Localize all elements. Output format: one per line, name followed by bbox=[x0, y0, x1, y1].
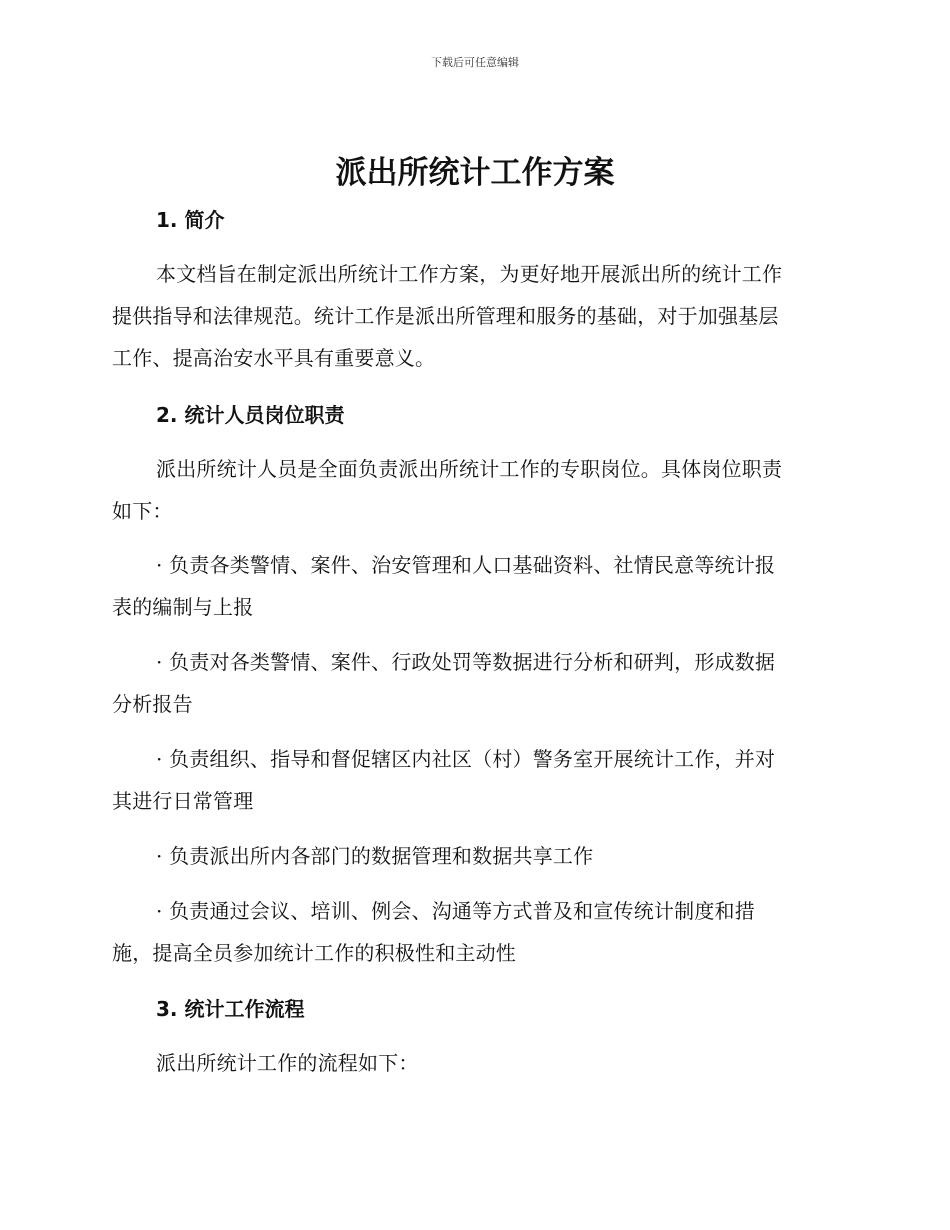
document-title: 派出所统计工作方案 bbox=[335, 155, 615, 191]
paragraph-line: 本文档旨在制定派出所统计工作方案，为更好地开展派出所的统计工作 bbox=[156, 262, 783, 286]
paragraph-line: 工作、提高治安水平具有重要意义。 bbox=[112, 346, 436, 370]
paragraph-line: 提供指导和法律规范。统计工作是派出所管理和服务的基础，对于加强基层 bbox=[112, 304, 779, 328]
paragraph-line: · 负责对各类警情、案件、行政处罚等数据进行分析和研判，形成数据 bbox=[156, 650, 776, 674]
list-item-duty-3 bbox=[112, 738, 836, 822]
paragraph-line: 派出所统计人员是全面负责派出所统计工作的专职岗位。具体岗位职责 bbox=[156, 457, 783, 481]
paragraph-line: · 负责各类警情、案件、治安管理和人口基础资料、社情民意等统计报 bbox=[156, 553, 776, 577]
paragraph-intro bbox=[112, 253, 836, 379]
list-item-duty-4 bbox=[112, 835, 836, 877]
list-item-duty-1 bbox=[112, 544, 836, 628]
paragraph-line: · 负责通过会议、培训、例会、沟通等方式普及和宣传统计制度和措 bbox=[156, 899, 755, 923]
paragraph-line: · 负责派出所内各部门的数据管理和数据共享工作 bbox=[156, 844, 594, 868]
section-heading-workflow: 3. 统计工作流程 bbox=[156, 997, 305, 1021]
paragraph-line: 施，提高全员参加统计工作的积极性和主动性 bbox=[112, 941, 516, 965]
list-item-duty-2 bbox=[112, 641, 836, 725]
list-item-duty-5 bbox=[112, 890, 836, 974]
paragraph-line: 派出所统计工作的流程如下： bbox=[156, 1051, 419, 1075]
section-heading-intro: 1. 简介 bbox=[156, 208, 225, 232]
paragraph-workflow-intro bbox=[112, 1042, 836, 1084]
header-note: 下载后可任意编辑 bbox=[431, 56, 519, 69]
paragraph-duties-intro bbox=[112, 448, 836, 532]
paragraph-line: 表的编制与上报 bbox=[112, 595, 254, 619]
section-heading-duties: 2. 统计人员岗位职责 bbox=[156, 403, 345, 427]
paragraph-line: 如下： bbox=[112, 499, 173, 523]
paragraph-line: 其进行日常管理 bbox=[112, 789, 254, 813]
paragraph-line: · 负责组织、指导和督促辖区内社区（村）警务室开展统计工作，并对 bbox=[156, 747, 776, 771]
paragraph-line: 分析报告 bbox=[112, 692, 193, 716]
